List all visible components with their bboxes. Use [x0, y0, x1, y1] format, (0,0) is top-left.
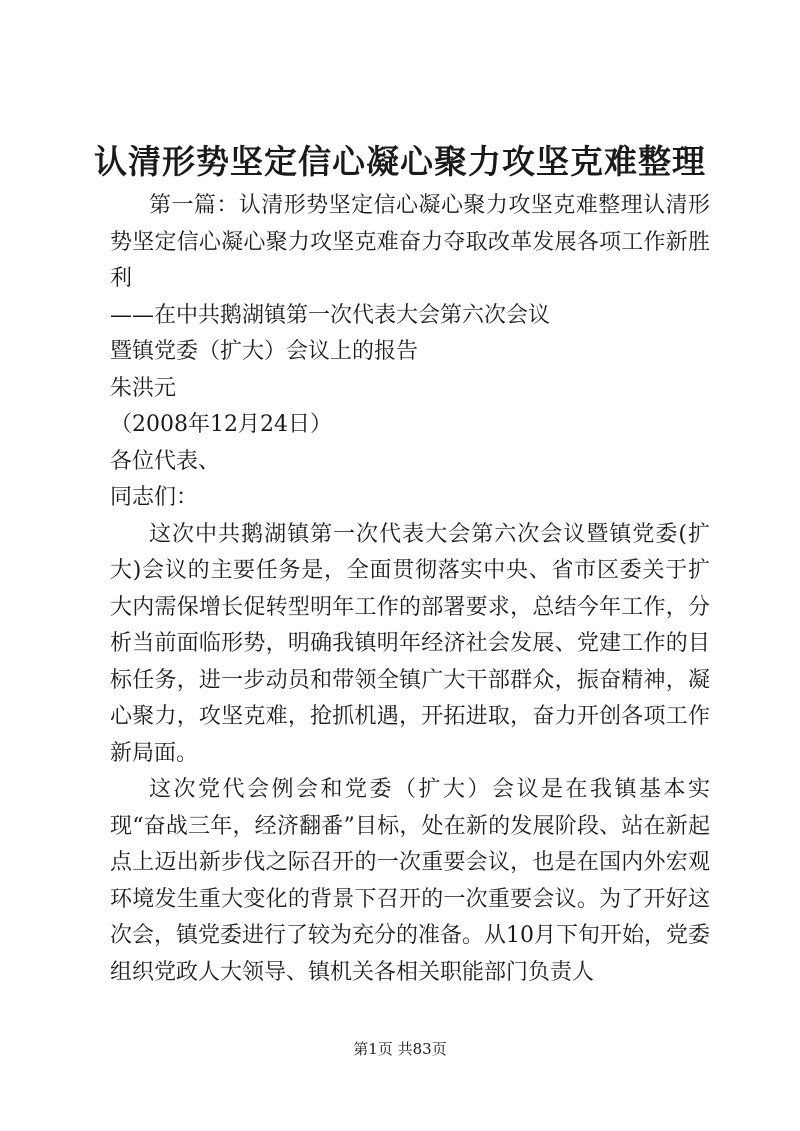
paragraph-first-article: 第一篇：认清形势坚定信心凝心聚力攻坚克难整理认清形势坚定信心凝心聚力攻坚克难奋力夺取改革发展各项工作新胜利	[110, 193, 710, 291]
paragraph-salutation-delegates: 各位代表、	[110, 448, 221, 474]
document-body	[110, 188, 710, 991]
paragraph-date: （2008年12月24日）	[110, 412, 332, 437]
paragraph-salutation-comrades: 同志们：	[110, 485, 199, 510]
paragraph-subtitle-line: ——在中共鹅湖镇第一次代表大会第六次会议	[110, 302, 551, 328]
paragraph-main-task: 这次中共鹅湖镇第一次代表大会第六次会议暨镇党委(扩大)会议的主要任务是，全面贯彻落实中央、省市区委关于扩大内需保增长促转型明年工作的部署要求，总结今年工作，分析当前面临形势，明确我镇明年经济社会发展、党建工作的目标任务，进一步动员和带领全镇广大干部群众，振奋精神，凝心聚力，攻坚克难，抢抓机遇，开拓进取，奋力开创各项工作新局面。	[110, 521, 710, 766]
paragraph-author: 朱洪元	[110, 375, 177, 401]
page-number-footer: 第1页 共83页	[353, 1040, 447, 1058]
paragraph-meeting-context: 这次党代会例会和党委（扩大）会议是在我镇基本实现“奋战三年，经济翻番”目标，处在新的发展阶段、站在新起点上迈出新步伐之际召开的一次重要会议，也是在国内外宏观环境发生重大变化的背景下召开的一次重要会议。为了开好这次会，镇党委进行了较为充分的准备。从10月下旬开始，党委组织党政人大领导、镇机关各相关职能部门负责人	[110, 777, 710, 985]
paragraph-subtitle-report: 暨镇党委（扩大）会议上的报告	[110, 339, 419, 364]
document-title: 认清形势坚定信心凝心聚力攻坚克难整理	[94, 142, 706, 181]
